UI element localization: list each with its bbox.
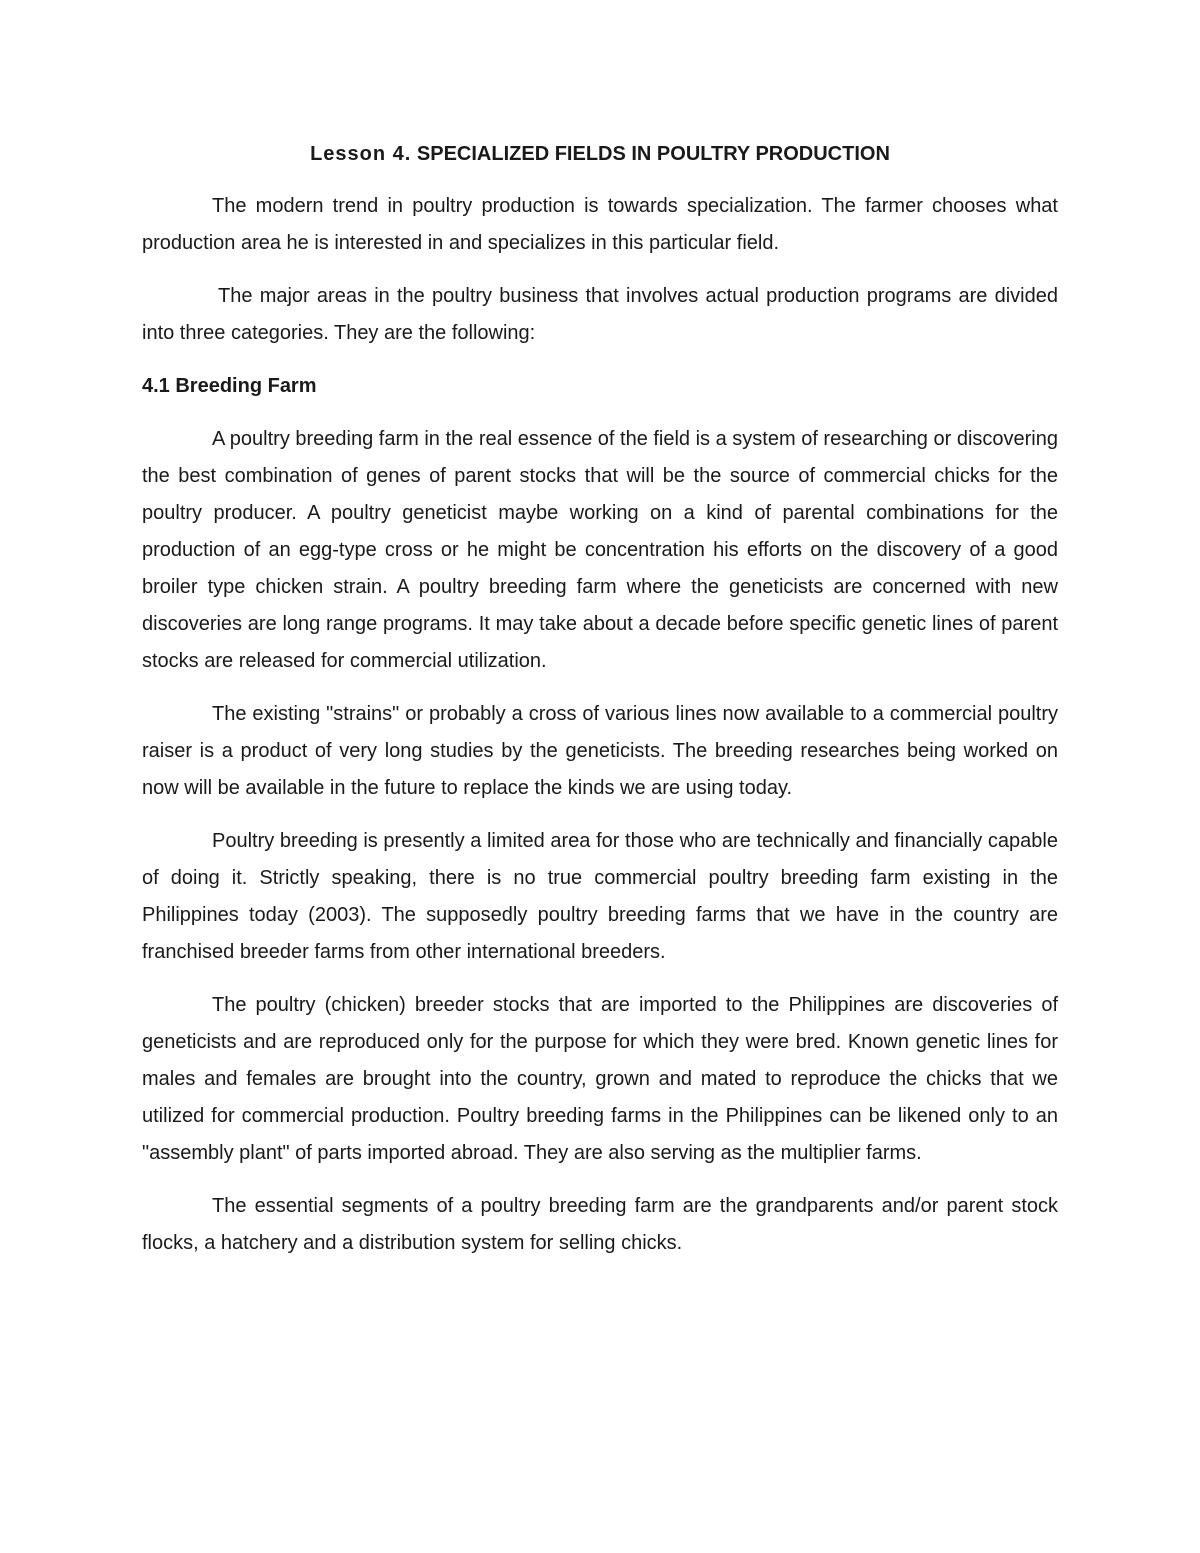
section-paragraph-1: A poultry breeding farm in the real essence of the field is a system of researching or discovering the best combination of genes of parent stocks that will be the source of commercial chicks for the poultry producer. A poultry geneticist maybe working on a kind of parental combinations for the production of an egg-type cross or he might be concentration his efforts on the discovery of a good broiler type chicken strain. A poultry breeding farm where the geneticists are concerned with new discoveries are long range programs. It may take about a decade before specific genetic lines of parent stocks are released for commercial utilization. bbox=[142, 428, 1058, 672]
intro-paragraph-1: The modern trend in poultry production is towards specialization. The farmer chooses what production area he is interested in and specializes in this particular field. bbox=[142, 195, 1058, 254]
lesson-number: Lesson 4. bbox=[310, 143, 412, 165]
section-paragraph-2: The existing "strains" or probably a cross of various lines now available to a commercial poultry raiser is a product of very long studies by the geneticists. The breeding researches being worked on now will be available in the future to replace the kinds we are using today. bbox=[142, 703, 1058, 799]
section-heading: 4.1 Breeding Farm bbox=[142, 375, 317, 397]
section-paragraph-3: Poultry breeding is presently a limited area for those who are technically and financially capable of doing it. Strictly speaking, there is no true commercial poultry breeding farm existing in the Philippines today (2003). The supposedly poultry breeding farms that we have in the country are franchised breeder farms from other international breeders. bbox=[142, 830, 1058, 963]
section-paragraph-5: The essential segments of a poultry breeding farm are the grandparents and/or parent stock flocks, a hatchery and a distribution system for selling chicks. bbox=[142, 1195, 1058, 1254]
intro-paragraph-2: The major areas in the poultry business that involves actual production programs are divided into three categories. They are the following: bbox=[142, 285, 1058, 344]
section-paragraph-4: The poultry (chicken) breeder stocks that are imported to the Philippines are discoveries of geneticists and are reproduced only for the purpose for which they were bred. Known genetic lines for males and females are brought into the country, grown and mated to reproduce the chicks that we utilized for commercial production. Poultry breeding farms in the Philippines can be likened only to an "assembly plant" of parts imported abroad. They are also serving as the multiplier farms. bbox=[142, 994, 1058, 1164]
document-page bbox=[142, 138, 1058, 1278]
lesson-title: SPECIALIZED FIELDS IN POULTRY PRODUCTION bbox=[416, 143, 890, 165]
page-title bbox=[142, 138, 1058, 170]
